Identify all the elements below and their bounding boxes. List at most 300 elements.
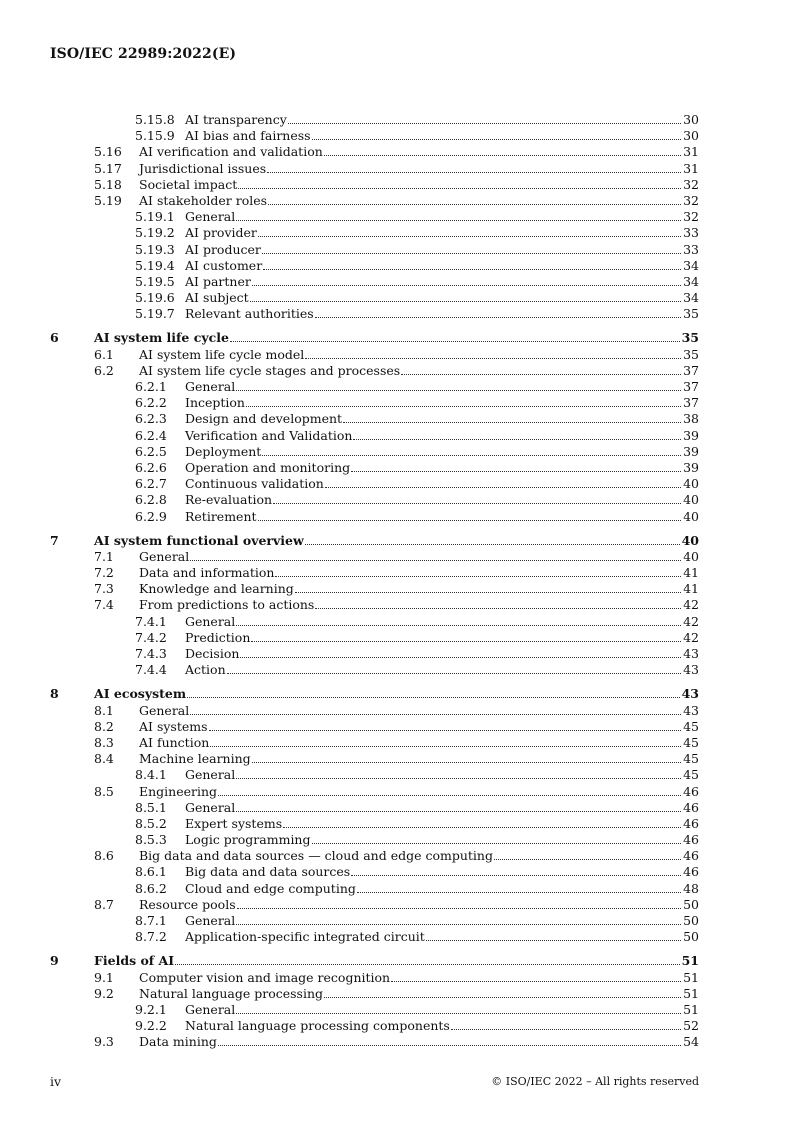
toc-entry-page: 37 [683, 379, 699, 394]
dot-leader [262, 444, 681, 456]
toc-entry[interactable] [0, 735, 793, 751]
toc-entry-leader [185, 1002, 699, 1018]
footer-copyright: © ISO/IEC 2022 – All rights reserved [491, 1075, 699, 1088]
toc-entry-page: 45 [683, 751, 699, 767]
toc-entry[interactable] [0, 476, 793, 492]
toc-entry-page: 51 [683, 969, 699, 985]
toc-entry[interactable] [0, 363, 793, 379]
toc-entry[interactable] [0, 719, 793, 735]
toc-entry-leader [185, 832, 699, 848]
toc-entry-page: 38 [683, 411, 699, 427]
toc-entry-title: Retirement [185, 508, 257, 524]
toc-entry-number: 6.2.2 [135, 395, 167, 411]
toc-entry[interactable] [0, 686, 793, 702]
dot-leader [391, 970, 681, 982]
toc-entry-page: 39 [683, 427, 699, 443]
toc-entry[interactable] [0, 242, 793, 258]
toc-entry-title: Computer vision and image recognition [139, 969, 391, 985]
dot-leader [236, 379, 681, 391]
toc-entry-page: 43 [681, 686, 699, 702]
toc-entry-title: Big data and data sources — cloud and edge computing [139, 848, 493, 864]
toc-entry-number: 8 [50, 686, 59, 702]
dot-leader [451, 1018, 681, 1030]
toc-entry-page: 51 [683, 985, 699, 1001]
toc-entry-title: Expert systems [185, 815, 283, 831]
toc-entry-leader [185, 800, 699, 816]
toc-entry[interactable] [0, 897, 793, 913]
toc-entry[interactable] [0, 395, 793, 411]
toc-entry-title: General [139, 702, 190, 718]
toc-entry[interactable] [0, 832, 793, 848]
toc-entry-leader [185, 444, 699, 460]
toc-entry-number: 7.4.1 [135, 613, 167, 629]
toc-entry[interactable] [0, 144, 793, 160]
toc-entry-number: 8.1 [94, 702, 114, 718]
toc-entry-page: 35 [683, 346, 699, 362]
toc-entry-page: 48 [683, 880, 699, 896]
dot-leader [312, 128, 682, 140]
toc-entry-leader [185, 209, 699, 225]
toc-entry[interactable] [0, 330, 793, 346]
dot-leader [283, 816, 681, 828]
toc-entry-number: 5.19 [94, 192, 122, 208]
toc-entry-page: 52 [683, 1018, 699, 1034]
toc-entry-title: AI ecosystem [94, 686, 187, 702]
toc-entry-number: 5.17 [94, 160, 122, 176]
toc-entry-number: 7.4.4 [135, 662, 167, 678]
toc-entry-number: 8.5.3 [135, 832, 167, 848]
toc-entry-number: 6.2.5 [135, 443, 167, 459]
toc-entry-number: 8.6.1 [135, 864, 167, 880]
toc-entry-leader [185, 630, 699, 646]
dot-leader [324, 144, 681, 156]
toc-entry-page: 46 [683, 799, 699, 815]
toc-entry-number: 8.7 [94, 896, 114, 912]
toc-entry-page: 42 [683, 629, 699, 645]
dot-leader [210, 735, 681, 747]
toc-entry-leader [185, 128, 699, 144]
toc-entry-page: 33 [683, 241, 699, 257]
dot-leader [240, 646, 681, 658]
toc-entry-leader [185, 460, 699, 476]
toc-entry-title: Re-evaluation [185, 492, 273, 508]
toc-entry-number: 6 [50, 330, 59, 346]
toc-entry-title: Engineering [139, 783, 218, 799]
toc-entry-number: 6.2.3 [135, 411, 167, 427]
toc-entry-title: General [185, 1001, 236, 1017]
toc-entry-page: 32 [683, 192, 699, 208]
toc-entry-leader [139, 549, 699, 565]
toc-entry-number: 5.16 [94, 144, 122, 160]
dot-leader [325, 476, 681, 488]
toc-entry-number: 8.6 [94, 848, 114, 864]
toc-entry-title: AI producer [185, 241, 261, 257]
dot-leader [315, 597, 681, 609]
toc-entry-page: 46 [683, 832, 699, 848]
toc-entry[interactable] [0, 492, 793, 508]
dot-leader [252, 274, 681, 286]
toc-entry-number: 6.2.9 [135, 508, 167, 524]
toc-entry-number: 5.19.6 [135, 290, 175, 306]
toc-entry[interactable] [0, 986, 793, 1002]
toc-entry-leader [94, 686, 699, 702]
dot-leader [426, 929, 681, 941]
toc-entry-number: 5.19.1 [135, 209, 175, 225]
dot-leader [351, 864, 681, 876]
toc-entry-leader [94, 953, 699, 969]
toc-entry-title: Resource pools [139, 896, 236, 912]
toc-entry-title: Fields of AI [94, 953, 175, 969]
toc-entry-title: AI systems [139, 718, 208, 734]
toc-entry-title: AI bias and fairness [185, 128, 311, 144]
toc-entry[interactable] [0, 953, 793, 969]
toc-entry-title: AI system life cycle [94, 330, 229, 346]
toc-entry-number: 8.4 [94, 751, 114, 767]
toc-entry-leader [185, 379, 699, 395]
toc-entry-page: 51 [683, 1001, 699, 1017]
toc-entry[interactable] [0, 581, 793, 597]
toc-entry-page: 33 [683, 225, 699, 241]
toc-entry[interactable] [0, 800, 793, 816]
toc-entry-leader [185, 274, 699, 290]
toc-entry-leader [185, 290, 699, 306]
toc-entry-title: AI stakeholder roles [139, 192, 268, 208]
toc-entry[interactable] [0, 444, 793, 460]
toc-entry-leader [185, 929, 699, 945]
toc-entry[interactable] [0, 784, 793, 800]
toc-entry-number: 6.2.4 [135, 427, 167, 443]
toc-entry-leader [185, 258, 699, 274]
dot-leader [236, 1002, 681, 1014]
toc-entry-number: 5.15.8 [135, 112, 175, 127]
toc-entry-page: 43 [683, 662, 699, 678]
toc-entry-page: 50 [683, 896, 699, 912]
table-of-contents [0, 112, 793, 1051]
toc-entry-number: 5.19.7 [135, 306, 175, 322]
toc-entry[interactable] [0, 112, 793, 128]
toc-entry-number: 5.19.5 [135, 273, 175, 289]
dot-leader [230, 330, 680, 342]
toc-entry[interactable] [0, 614, 793, 630]
toc-entry-leader [139, 986, 699, 1002]
toc-entry-leader [185, 614, 699, 630]
toc-entry-title: AI system life cycle stages and processes [139, 362, 401, 378]
toc-entry-page: 46 [683, 815, 699, 831]
toc-entry-number: 8.7.1 [135, 913, 167, 928]
document-id: ISO/IEC 22989:2022(E) [50, 46, 237, 62]
toc-entry-leader [139, 347, 699, 363]
toc-entry-title: Design and development [185, 411, 343, 427]
toc-entry-leader [139, 565, 699, 581]
toc-entry-title: Jurisdictional issues [139, 160, 267, 176]
toc-entry-leader [139, 703, 699, 719]
toc-entry-title: AI customer [185, 257, 263, 273]
toc-entry-page: 31 [683, 160, 699, 176]
dot-leader [262, 242, 681, 254]
toc-entry-number: 9.3 [94, 1034, 114, 1050]
toc-entry-page: 37 [683, 395, 699, 411]
toc-entry-title: Operation and monitoring [185, 459, 351, 475]
toc-entry[interactable] [0, 767, 793, 783]
toc-entry[interactable] [0, 509, 793, 525]
toc-entry-page: 46 [683, 864, 699, 880]
toc-entry-title: AI verification and validation [139, 144, 323, 160]
dot-leader [357, 881, 681, 893]
toc-entry-leader [139, 581, 699, 597]
toc-entry-number: 7.4 [94, 597, 114, 613]
toc-entry[interactable] [0, 1034, 793, 1050]
toc-entry[interactable] [0, 209, 793, 225]
toc-entry[interactable] [0, 193, 793, 209]
toc-entry-number: 9.2.2 [135, 1018, 167, 1034]
toc-entry-number: 8.7.2 [135, 929, 167, 945]
toc-entry[interactable] [0, 258, 793, 274]
toc-entry-title: Natural language processing [139, 985, 324, 1001]
toc-entry-number: 5.18 [94, 176, 122, 192]
dot-leader [187, 686, 680, 698]
toc-entry[interactable] [0, 597, 793, 613]
toc-entry-number: 6.1 [94, 346, 114, 362]
dot-leader [218, 784, 681, 796]
toc-entry[interactable] [0, 225, 793, 241]
toc-entry-page: 31 [683, 144, 699, 160]
dot-leader [190, 703, 681, 715]
toc-entry-number: 7 [50, 532, 59, 548]
toc-entry-number: 6.2.8 [135, 492, 167, 508]
toc-entry-number: 9.2.1 [135, 1001, 167, 1017]
toc-entry[interactable] [0, 848, 793, 864]
dot-leader [238, 177, 681, 189]
toc-entry-leader [94, 533, 699, 549]
toc-entry-number: 7.3 [94, 581, 114, 597]
toc-entry-page: 40 [683, 476, 699, 492]
toc-entry-number: 5.19.2 [135, 225, 175, 241]
toc-entry-title: Big data and data sources [185, 864, 351, 880]
toc-entry[interactable] [0, 161, 793, 177]
toc-entry-number: 8.3 [94, 734, 114, 750]
dot-leader [315, 306, 681, 318]
toc-entry-page: 45 [683, 718, 699, 734]
toc-entry[interactable] [0, 306, 793, 322]
toc-entry-leader [139, 751, 699, 767]
toc-entry-title: AI partner [185, 273, 251, 289]
toc-entry-leader [139, 597, 699, 613]
toc-entry-number: 9.1 [94, 969, 114, 985]
dot-leader [236, 800, 681, 812]
toc-entry-number: 7.4.2 [135, 629, 167, 645]
toc-entry-page: 34 [683, 273, 699, 289]
toc-entry-leader [139, 897, 699, 913]
toc-entry-title: General [185, 379, 236, 394]
toc-entry-number: 6.2.7 [135, 476, 167, 492]
dot-leader [236, 614, 681, 626]
toc-entry-page: 30 [683, 112, 699, 127]
toc-entry-page: 35 [683, 306, 699, 322]
dot-leader [494, 848, 681, 860]
toc-entry[interactable] [0, 751, 793, 767]
toc-entry-leader [185, 646, 699, 662]
toc-entry-leader [185, 1018, 699, 1034]
toc-entry-leader [185, 864, 699, 880]
toc-entry-page: 40 [683, 492, 699, 508]
toc-entry-page: 42 [683, 613, 699, 629]
toc-entry-title: Cloud and edge computing [185, 880, 356, 896]
toc-entry-leader [139, 144, 699, 160]
toc-entry-page: 39 [683, 443, 699, 459]
toc-entry-leader [139, 1034, 699, 1050]
dot-leader [263, 258, 681, 270]
toc-entry-leader [185, 395, 699, 411]
toc-entry-page: 40 [683, 508, 699, 524]
toc-entry-leader [185, 476, 699, 492]
toc-entry-title: Logic programming [185, 832, 311, 848]
toc-entry-number: 8.5 [94, 783, 114, 799]
toc-entry-leader [139, 177, 699, 193]
toc-entry-title: AI provider [185, 225, 257, 241]
toc-entry-title: AI function [139, 734, 210, 750]
toc-entry-page: 40 [681, 532, 699, 548]
toc-entry-title: Data and information [139, 565, 275, 581]
toc-entry-title: AI system life cycle model [139, 346, 305, 362]
dot-leader [258, 509, 682, 521]
toc-entry-title: AI transparency [185, 112, 287, 127]
toc-entry-page: 40 [683, 548, 699, 564]
toc-entry-leader [139, 970, 699, 986]
toc-entry[interactable] [0, 290, 793, 306]
toc-entry-number: 7.1 [94, 548, 114, 564]
toc-entry[interactable] [0, 533, 793, 549]
toc-entry-title: Action [185, 662, 226, 678]
toc-entry[interactable] [0, 630, 793, 646]
toc-entry[interactable] [0, 347, 793, 363]
toc-entry-title: Natural language processing components [185, 1018, 450, 1034]
toc-entry[interactable] [0, 881, 793, 897]
toc-entry[interactable] [0, 177, 793, 193]
dot-leader [305, 533, 680, 545]
dot-leader [288, 112, 681, 124]
toc-entry[interactable] [0, 549, 793, 565]
toc-entry[interactable] [0, 864, 793, 880]
toc-entry-number: 7.4.3 [135, 646, 167, 661]
toc-entry-title: General [185, 767, 236, 783]
toc-entry[interactable] [0, 128, 793, 144]
toc-entry[interactable] [0, 970, 793, 986]
toc-entry-title: Decision [185, 646, 240, 661]
toc-entry[interactable] [0, 428, 793, 444]
toc-entry[interactable] [0, 703, 793, 719]
toc-entry-leader [185, 492, 699, 508]
dot-leader [209, 719, 682, 731]
toc-entry-number: 5.15.9 [135, 128, 175, 144]
toc-entry-page: 35 [681, 330, 699, 346]
dot-leader [312, 832, 682, 844]
dot-leader [324, 986, 681, 998]
toc-entry[interactable] [0, 1002, 793, 1018]
toc-entry-leader [139, 193, 699, 209]
toc-entry-page: 30 [683, 128, 699, 144]
toc-entry-page: 51 [681, 953, 699, 969]
toc-entry-leader [185, 767, 699, 783]
toc-entry-page: 46 [683, 783, 699, 799]
dot-leader [268, 193, 681, 205]
toc-entry-number: 8.5.2 [135, 815, 167, 831]
toc-entry-title: General [185, 799, 236, 815]
toc-entry-leader [185, 411, 699, 427]
dot-leader [218, 1034, 681, 1046]
toc-entry[interactable] [0, 913, 793, 929]
toc-entry[interactable] [0, 1018, 793, 1034]
dot-leader [237, 897, 681, 909]
dot-leader [267, 161, 681, 173]
dot-leader [273, 492, 681, 504]
toc-entry-page: 34 [683, 290, 699, 306]
dot-leader [351, 460, 681, 472]
toc-entry-number: 9.2 [94, 985, 114, 1001]
toc-entry[interactable] [0, 379, 793, 395]
dot-leader [236, 209, 681, 221]
dot-leader [353, 428, 681, 440]
footer-page-number: iv [50, 1074, 62, 1089]
toc-entry-number: 7.2 [94, 565, 114, 581]
toc-entry-page: 42 [683, 597, 699, 613]
toc-entry-leader [185, 816, 699, 832]
toc-entry-number: 8.4.1 [135, 767, 167, 783]
toc-entry[interactable] [0, 929, 793, 945]
toc-entry-page: 43 [683, 702, 699, 718]
toc-entry-title: AI system functional overview [94, 532, 304, 548]
toc-entry[interactable] [0, 565, 793, 581]
toc-entry-page: 41 [683, 565, 699, 581]
toc-entry-number: 5.19.4 [135, 257, 175, 273]
toc-entry-page: 32 [683, 176, 699, 192]
toc-entry-leader [139, 848, 699, 864]
toc-entry-title: Verification and Validation [185, 427, 353, 443]
toc-entry-leader [185, 913, 699, 929]
dot-leader [236, 913, 681, 925]
toc-entry-title: AI subject [185, 290, 249, 306]
toc-entry-leader [139, 161, 699, 177]
toc-entry-title: Societal impact [139, 176, 238, 192]
dot-leader [250, 290, 681, 302]
toc-entry-leader [185, 881, 699, 897]
toc-entry-page: 54 [683, 1034, 699, 1050]
toc-entry-number: 5.19.3 [135, 241, 175, 257]
toc-entry-title: Relevant authorities [185, 306, 314, 322]
toc-entry-page: 34 [683, 257, 699, 273]
toc-entry-page: 43 [683, 646, 699, 661]
toc-entry[interactable] [0, 646, 793, 662]
toc-entry-leader [185, 662, 699, 678]
toc-entry-leader [185, 428, 699, 444]
toc-entry-page: 50 [683, 929, 699, 945]
toc-entry[interactable] [0, 274, 793, 290]
toc-entry[interactable] [0, 816, 793, 832]
toc-entry-title: General [139, 548, 190, 564]
toc-entry-title: From predictions to actions [139, 597, 315, 613]
toc-entry-leader [139, 719, 699, 735]
toc-entry-title: Inception [185, 395, 245, 411]
toc-entry-number: 8.2 [94, 718, 114, 734]
dot-leader [227, 662, 681, 674]
toc-entry-title: Application-specific integrated circuit [185, 929, 425, 945]
dot-leader [305, 347, 681, 359]
dot-leader [295, 581, 681, 593]
toc-entry-title: Data mining [139, 1034, 217, 1050]
toc-entry[interactable] [0, 411, 793, 427]
toc-entry[interactable] [0, 460, 793, 476]
toc-entry[interactable] [0, 662, 793, 678]
toc-entry-number: 6.2.6 [135, 459, 167, 475]
